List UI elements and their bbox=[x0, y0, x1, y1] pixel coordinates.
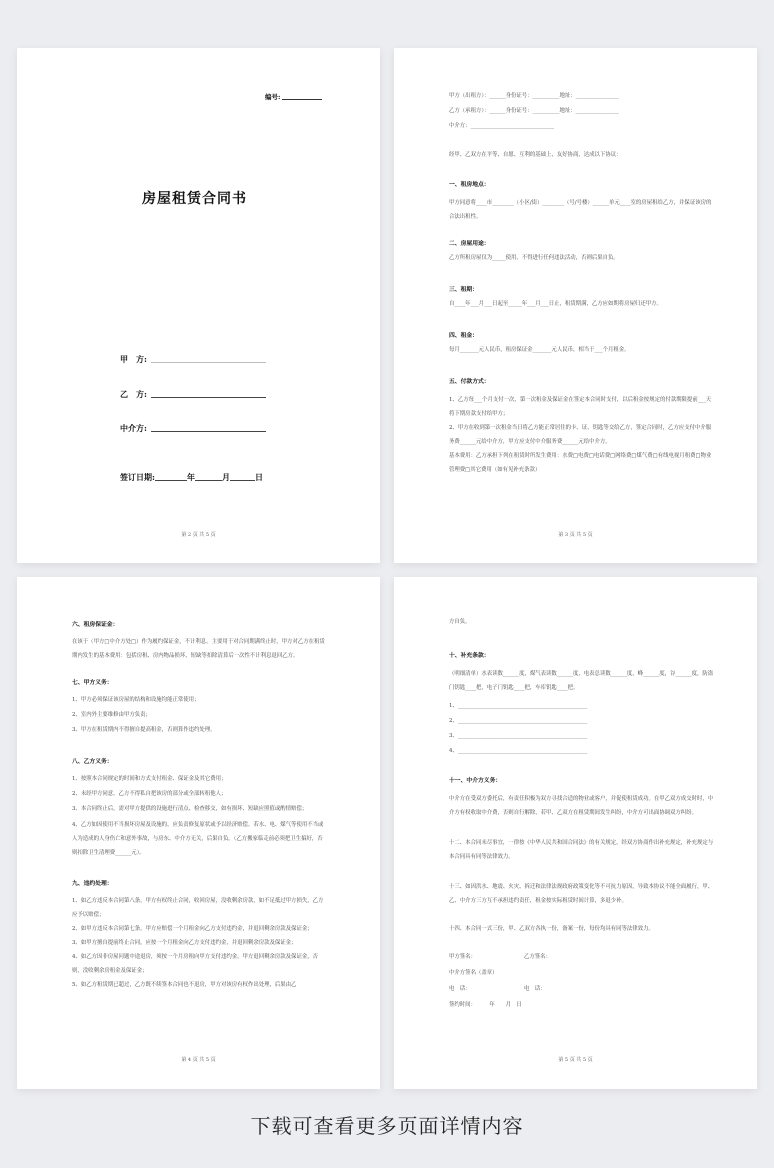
paragraph: 十二、本合同未尽事宜，一律按《中华人民共和国合同法》的有关规定，经双方协商作出补充规定，补充规定与本合同具有同等法律效力。 bbox=[449, 840, 714, 860]
phone-label-b: 电 话： bbox=[524, 986, 546, 992]
paragraph: 甲方同意将____市________（小区/街）________（号/号楼）______单元____室的房屋租给乙方，并保证该房的合法出租性。 bbox=[449, 200, 712, 220]
paragraph: 3、如甲方擅自提前终止合同，应按一个月租金向乙方支付违约金，并退回剩余房款及保证金； bbox=[72, 940, 297, 946]
contract-page-3 bbox=[394, 48, 757, 563]
agent-field: 中介方: bbox=[120, 423, 266, 434]
paragraph: 乙方所租房屋仅为_____使用，不得进行任何违法活动，否则后果自负。 bbox=[449, 255, 619, 261]
page-4-body bbox=[72, 619, 327, 992]
paragraph: 在该于（甲方□中介方处□）作为履约保证金，不计利息。主要用于对合同期满终止时，甲方对乙方在租赁期内发生的基本费用：包括房租、房内物品损坏、短缺等扣除清算后一次性不计利息退回乙方。 bbox=[72, 639, 325, 659]
contract-title: 房屋租赁合同书 bbox=[142, 191, 247, 207]
signature-block bbox=[449, 954, 714, 1034]
party-a-line: 甲方（出租方）：______身份证号：__________地址：________________ bbox=[449, 93, 619, 99]
blank-line: 4、________________________________________________ bbox=[449, 748, 588, 754]
page-number: 第 3 页 共 5 页 bbox=[558, 532, 593, 538]
sign-date-field: 签订日期: 年 月 日 bbox=[120, 472, 263, 482]
paragraph: 自____年___月___日起至_____年___月___日止，租赁期满，乙方应如期将房屋归还甲方。 bbox=[449, 301, 662, 307]
paragraph: 十四、本合同一式三份，甲、乙双方各执一份，备案一份，每份均具有同等法律效力。 bbox=[449, 926, 654, 932]
paragraph: 2、甲方在收到第一次租金当日将乙方能正常居住的卡、证、钥匙等交给乙方，签定合同时，乙方应支付中介服务费______元给中介方，甲方应支付中介服务费______元给中介方。 bbox=[449, 425, 712, 445]
paragraph: 2、未经甲方同意，乙方不得私自把该房的部分或全部转租他人； bbox=[72, 791, 227, 797]
paragraph: 1、甲方必须保证该房屋的结构和设施均能正常使用； bbox=[72, 697, 200, 703]
section-heading: 五、付款方式： bbox=[449, 379, 490, 385]
paragraph: 2、室内外主要维修由甲方负责； bbox=[72, 712, 151, 718]
paragraph: 1、按照本合同规定的时间和方式支付租金、保证金及其它费用； bbox=[72, 776, 227, 782]
page-number: 第 4 页 共 5 页 bbox=[181, 1057, 216, 1063]
section-heading: 七、甲方义务： bbox=[72, 680, 113, 686]
contract-page-4 bbox=[17, 577, 380, 1089]
party-a-signature: 甲方签名： bbox=[449, 954, 476, 960]
paragraph: 1、乙方每___个月支付一次，第一次租金及保证金在签定本合同时支付，以后租金按规定的付款期限提前___天将下期房款支付给甲方； bbox=[449, 397, 712, 417]
paragraph: 每月_______元人民币，租房保证金_______元人民币，相当于___个月租金。 bbox=[449, 347, 630, 353]
paragraph: 4、乙方如因使用不当损坏房屋及设施的，应负责修复原状或予以经济赔偿。若水、电、煤气等使用不当或人为造成的人身伤亡和意外事故，与房东、中介方无关，后果自负。（乙方搬家临走前必须把卫生搞好，否则扣除卫生清理费______元）。 bbox=[72, 822, 324, 856]
page-5-body bbox=[449, 619, 714, 1034]
sign-time: 签约时间： 年 月 日 bbox=[449, 1002, 522, 1008]
paragraph: 基本费用：乙方承担下列在租赁时所发生费用：水费□电费□电话费□网络费□煤气费□有线电视月租费□物业管理费□其它费用（如有见补充条款） bbox=[449, 453, 712, 473]
party-b-line: 乙方（承租方）：______身份证号：__________地址：________________ bbox=[449, 108, 619, 114]
section-heading: 十一、中介方义务： bbox=[449, 778, 502, 784]
download-more-caption: 下载可查看更多页面详情内容 bbox=[250, 1114, 524, 1138]
page-number: 第 2 页 共 5 页 bbox=[181, 532, 216, 538]
section-heading: 三、租期： bbox=[449, 287, 478, 293]
section-heading: 四、租金： bbox=[449, 333, 478, 339]
intro-paragraph: 经甲、乙双方在平等、自愿、互利的基础上，友好协商，达成以下协议： bbox=[449, 152, 622, 158]
paragraph: 4、如乙方因非房屋问题中途退房，须按一个月房租向甲方支付违约金，甲方退回剩余房款及保证金，否则，没收剩余房租金及保证金； bbox=[72, 954, 319, 974]
party-b-signature: 乙方签名： bbox=[524, 954, 551, 960]
section-heading: 一、租房地点： bbox=[449, 182, 490, 188]
paragraph: （明细清单）水表读数______度，煤气表读数______度，电表总读数______度，峰______度，谷______度，防盗门钥匙____把，电子门钥匙____把，车库钥匙____把。 bbox=[449, 671, 714, 691]
paragraph: 2、如甲方违反本合同第七条，甲方应赔偿一个月租金向乙方支付违约金，并退回剩余房款及保证金； bbox=[72, 926, 313, 932]
paragraph: 5、如乙方租赁期已超过，乙方既不续签本合同也不退房，甲方对该房有权作出处理，后果由乙 bbox=[72, 982, 297, 988]
paragraph: 3、甲方在租赁期内不得擅自提高租金，否则算作违约处理。 bbox=[72, 727, 216, 733]
paragraph: 中介方在受双方委托后，有责任积极为双方寻找合适的物业或客户，并促使租赁成功。在甲乙双方成交时时，中介方有权收取中介费，否则自行解除，若甲、乙双方在租赁期间发生纠纷，中介方可出面协调双方纠纷。 bbox=[449, 796, 714, 816]
blank-line: 2、________________________________________________ bbox=[449, 718, 588, 724]
contract-page-5 bbox=[394, 577, 757, 1089]
section-heading: 十、补充条款： bbox=[449, 653, 490, 659]
section-heading: 六、租房保证金： bbox=[72, 622, 119, 628]
paragraph: 1、如乙方违反本合同第八条，甲方有权终止合同，收回房屋，没收剩余房款，如不足抵过甲方损失，乙方应予以赔偿； bbox=[72, 898, 324, 918]
blank-line: 1、________________________________________________ bbox=[449, 703, 588, 709]
blank-line: 3、________________________________________________ bbox=[449, 733, 588, 739]
page-3-body bbox=[449, 93, 714, 477]
paragraph: 3、本合同终止后，需对甲方提供的设施进行清点、检查移交，如有损坏、短缺应照值或酌情赔偿； bbox=[72, 806, 308, 812]
paragraph: 十三、如因洪水、地震、火灾、拆迁和法律法规政府政策变化等不可抗力原因，导致本协议不能全面履行，甲、乙、中介方三方互不承担违约责任，租金按实际租赁时间计算，多退少补。 bbox=[449, 884, 714, 904]
paragraph: 方自负。 bbox=[449, 619, 471, 625]
contract-number: 编号: bbox=[265, 92, 322, 101]
contract-page-2 bbox=[17, 48, 380, 563]
party-a-field: 甲 方: bbox=[120, 354, 266, 365]
party-b-field: 乙 方: bbox=[120, 389, 266, 400]
agent-line: 中介方：_______________________________ bbox=[449, 123, 555, 129]
page-number: 第 5 页 共 5 页 bbox=[558, 1057, 593, 1063]
phone-label-a: 电 话： bbox=[449, 986, 471, 992]
agent-signature: 中介方签名（盖章） bbox=[449, 970, 498, 976]
section-heading: 二、房屋用途： bbox=[449, 241, 490, 247]
section-heading: 八、乙方义务： bbox=[72, 759, 113, 765]
section-heading: 九、违约处理： bbox=[72, 881, 113, 887]
